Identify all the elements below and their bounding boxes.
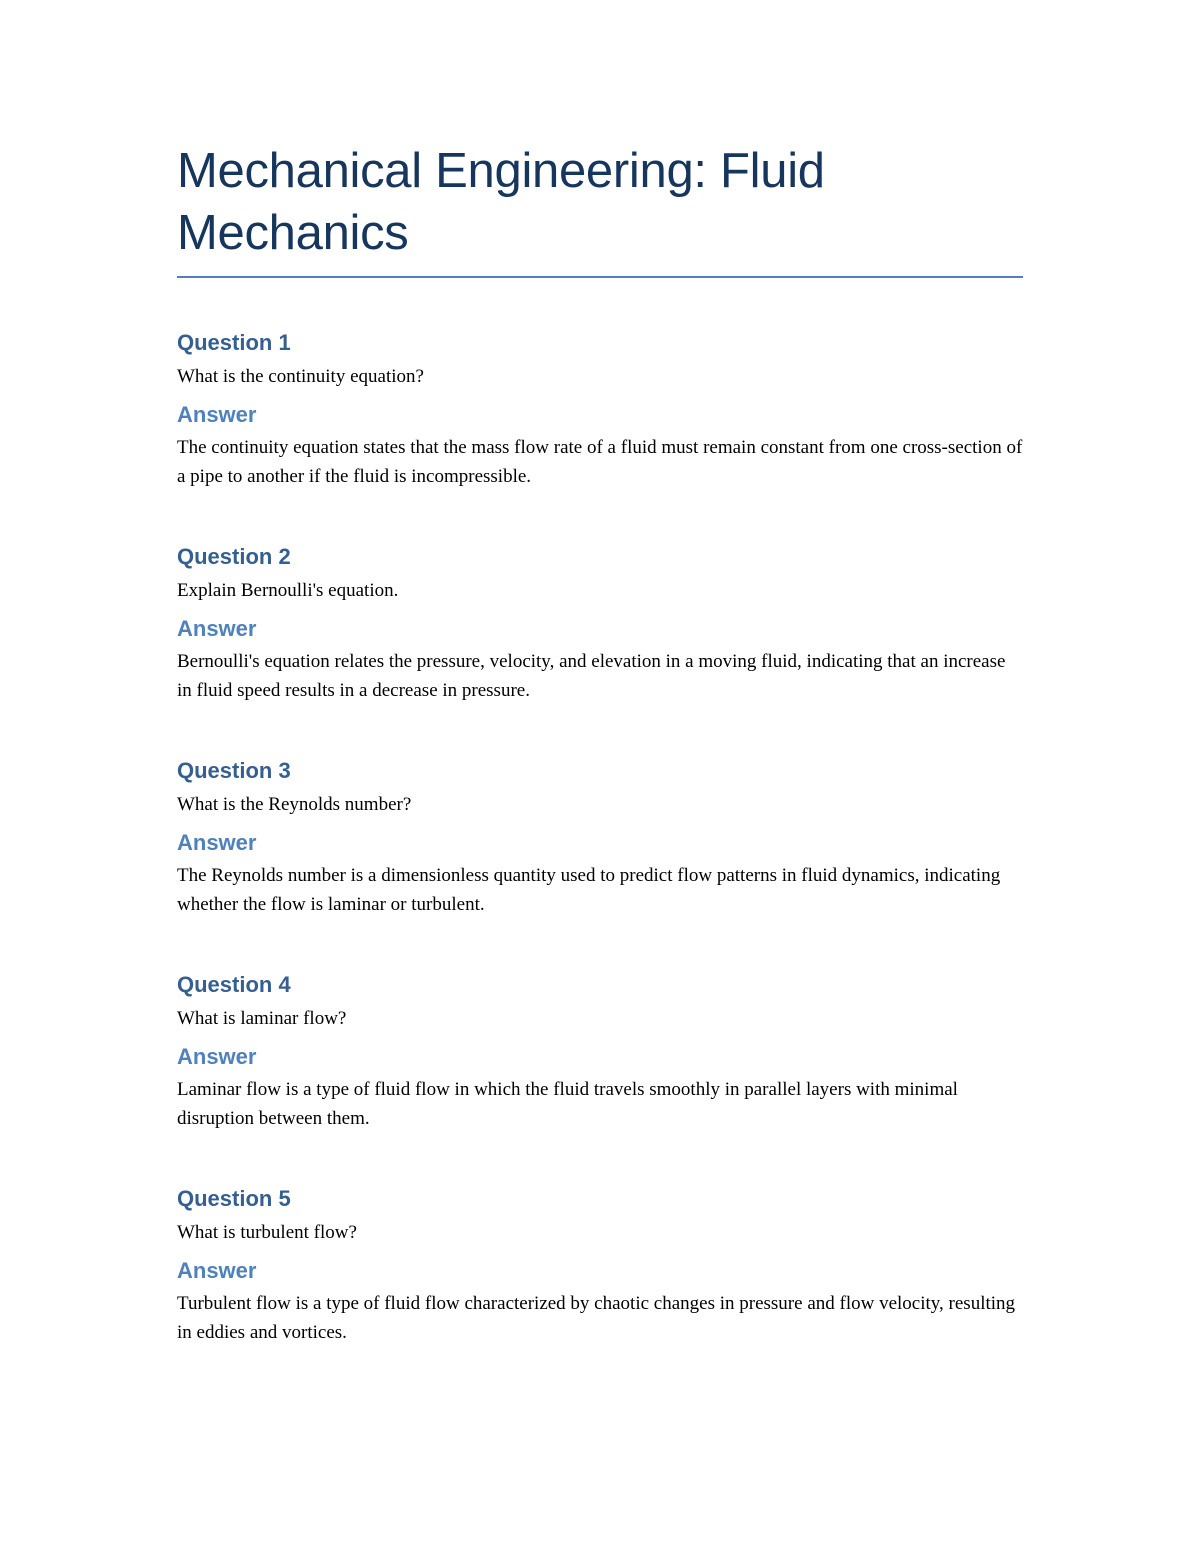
question-heading: Question 2 xyxy=(177,544,291,569)
document-page xyxy=(177,140,1023,1347)
qa-item-5 xyxy=(177,1185,1023,1347)
question-text: What is the continuity equation? xyxy=(177,366,424,387)
answer-heading: Answer xyxy=(177,830,257,855)
answer-text: Laminar flow is a type of fluid flow in which the fluid travels smoothly in parallel layers with minimal disruption between them. xyxy=(177,1079,958,1129)
answer-heading: Answer xyxy=(177,402,257,427)
title-underline xyxy=(177,276,1023,278)
question-text: What is turbulent flow? xyxy=(177,1222,357,1243)
qa-item-4 xyxy=(177,971,1023,1133)
question-text: What is the Reynolds number? xyxy=(177,794,412,815)
answer-heading: Answer xyxy=(177,1258,257,1283)
question-heading: Question 5 xyxy=(177,1186,291,1211)
qa-item-2 xyxy=(177,543,1023,705)
answer-heading: Answer xyxy=(177,616,257,641)
question-heading: Question 4 xyxy=(177,972,291,997)
document-title: Mechanical Engineering: Fluid Mechanics xyxy=(177,144,825,260)
answer-text: The continuity equation states that the mass flow rate of a fluid must remain constant from one cross-section of a pipe to another if the fluid is incompressible. xyxy=(177,437,1023,487)
question-text: Explain Bernoulli's equation. xyxy=(177,580,399,601)
question-heading: Question 3 xyxy=(177,758,291,783)
question-text: What is laminar flow? xyxy=(177,1008,347,1029)
qa-item-1 xyxy=(177,329,1023,491)
qa-item-3 xyxy=(177,757,1023,919)
answer-text: The Reynolds number is a dimensionless quantity used to predict flow patterns in fluid dynamics, indicating whether the flow is laminar or turbulent. xyxy=(177,865,1001,915)
answer-text: Bernoulli's equation relates the pressure, velocity, and elevation in a moving fluid, indicating that an increase in fluid speed results in a decrease in pressure. xyxy=(177,651,1006,701)
question-heading: Question 1 xyxy=(177,330,291,355)
answer-text: Turbulent flow is a type of fluid flow characterized by chaotic changes in pressure and flow velocity, resulting in eddies and vortices. xyxy=(177,1293,1016,1343)
answer-heading: Answer xyxy=(177,1044,257,1069)
